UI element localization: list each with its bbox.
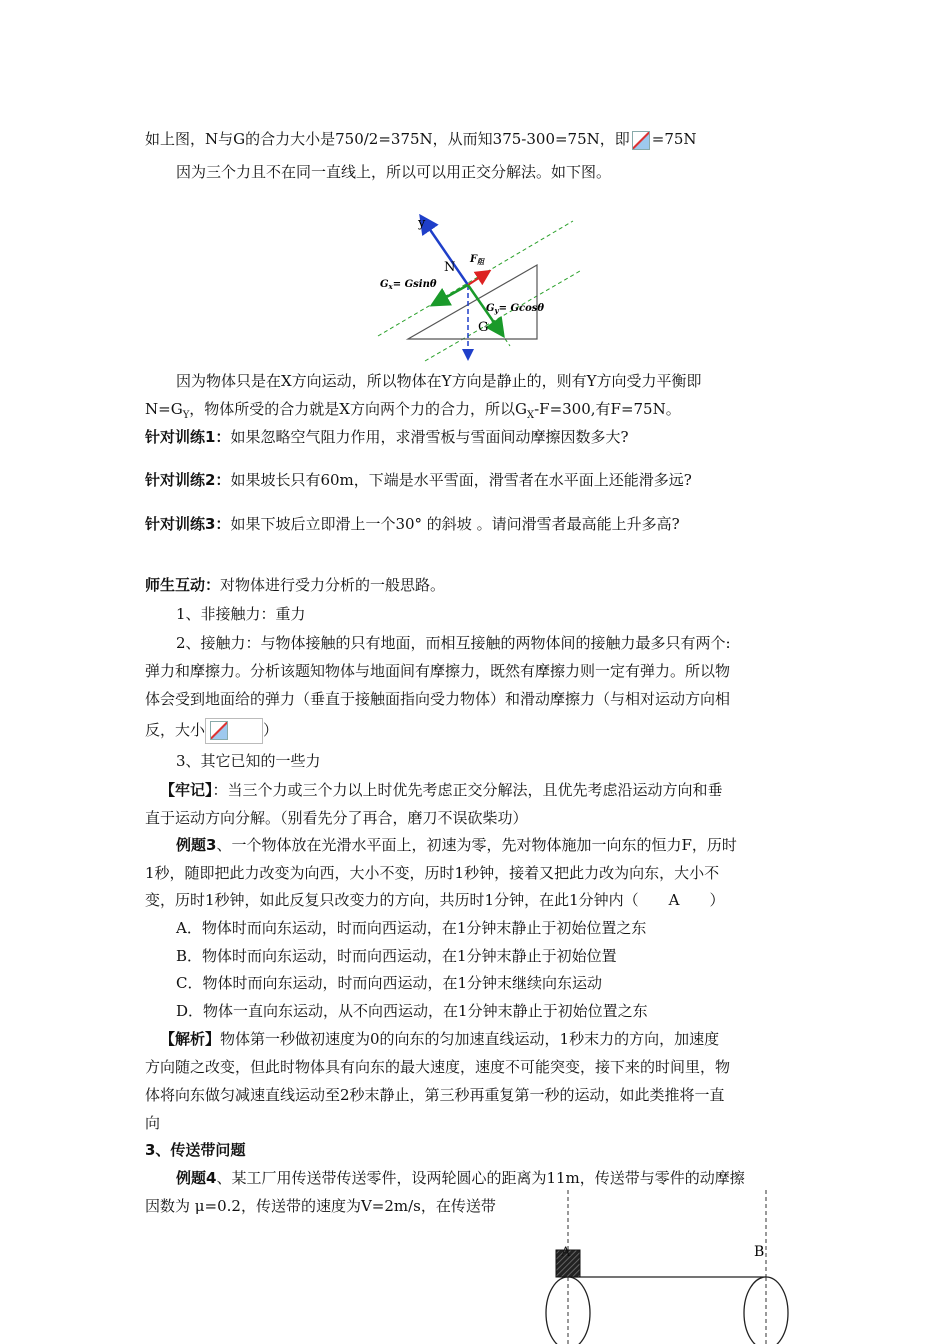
paragraph-resultant: 如上图，N与G的合力大小是750/2=375N，从而知375-300=75N，即 =75N <box>145 130 697 148</box>
formula-placeholder <box>205 718 263 744</box>
remember-line2: 直于运动方向分解。（别看先分了再合，磨刀不误砍柴功） <box>145 809 528 827</box>
item-contact-line4: 反，大小 ） <box>145 718 278 744</box>
example4-line1: 例题4、某工厂用传送带传送零件，设两轮圆心的距离为11m，传送带与零件的动摩擦 <box>176 1169 745 1187</box>
interaction-heading: 师生互动：对物体进行受力分析的一般思路。 <box>145 576 446 594</box>
answer: A <box>668 891 680 909</box>
training-2: 针对训练2：如果坡长只有60m，下端是水平雪面，滑雪者在水平面上还能滑多远? <box>145 471 692 489</box>
paragraph-resultant-x: $N=G_Y$，物体所受的合力就是X方向两个力的合力，所以$G_X-F=300$,有F=75N。 <box>145 400 681 421</box>
friction-label: $F_阻$ <box>470 254 485 266</box>
training-1: 针对训练1：如果忽略空气阻力作用，求滑雪板与雪面间动摩擦因数多大? <box>145 428 629 446</box>
g-label: G <box>478 320 489 335</box>
item-non-contact: 1、非接触力：重力 <box>176 605 306 623</box>
label-a: A <box>561 1245 571 1260</box>
option-c: C．物体时而向东运动，时而向西运动，在1分钟末继续向东运动 <box>176 974 603 992</box>
option-d: D．物体一直向东运动，从不向西运动，在1分钟末静止于初始位置之东 <box>176 1002 648 1020</box>
remember-line1: 【牢记】：当三个力或三个力以上时优先考虑正交分解法，且优先考虑沿运动方向和垂 <box>160 781 723 799</box>
item-other-forces: 3、其它已知的一些力 <box>176 752 321 770</box>
label-b: B <box>754 1244 765 1260</box>
paragraph-y-balance: 因为物体只是在X方向运动，所以物体在Y方向是静止的，则有Y方向受力平衡即 <box>176 372 702 390</box>
item-contact-line1: 2、接触力：与物体接触的只有地面，而相互接触的两物体间的接触力最多只有两个: <box>176 634 731 652</box>
training-3: 针对训练3：如果下坡后立即滑上一个30° 的斜坡 。请问滑雪者最高能上升多高? <box>145 515 680 533</box>
item-contact-line3: 体会受到地面给的弹力（垂直于接触面指向受力物体）和滑动摩擦力（与相对运动方向相 <box>145 690 731 708</box>
example3-line1: 例题3、一个物体放在光滑水平面上，初速为零，先对物体施加一向东的恒力F，历时 <box>176 836 737 854</box>
analysis-line3: 体将向东做匀减速直线运动至2秒末静止，第三秒再重复第一秒的运动，如此类推将一直 <box>145 1086 725 1104</box>
section-heading-conveyor: 3、传送带问题 <box>145 1141 246 1159</box>
example3-line2: 1秒，随即把此力改变为向西，大小不变，历时1秒钟，接着又把此力改为向东，大小不 <box>145 864 720 882</box>
n-label: N <box>444 260 456 275</box>
paragraph-method: 因为三个力且不在同一直线上，所以可以用正交分解法。如下图。 <box>176 163 612 181</box>
option-a: A．物体时而向东运动，时而向西运动，在1分钟末静止于初始位置之东 <box>176 919 647 937</box>
broken-image-icon <box>632 131 650 150</box>
gx-arrow <box>434 285 468 304</box>
analysis-line2: 方向随之改变，但此时物体具有向东的最大速度，速度不可能突变，接下来的时间里，物 <box>145 1058 731 1076</box>
item-contact-line2: 弹力和摩擦力。分析该题知物体与地面间有摩擦力，既然有摩擦力则一定有弹力。所以物 <box>145 662 731 680</box>
analysis-line1: 【解析】物体第一秒做初速度为0的向东的匀加速直线运动，1秒末力的方向，加速度 <box>160 1030 720 1048</box>
broken-image-icon <box>210 721 228 740</box>
gx-label: $G_x= Gsin\theta$ <box>380 279 437 291</box>
example4-line2: 因数为 μ=0.2，传送带的速度为V=2m/s，在传送带 <box>145 1197 496 1215</box>
incline-triangle <box>408 265 537 339</box>
friction-arrow <box>468 272 488 285</box>
option-b: B．物体时而向东运动，时而向西运动，在1分钟末静止于初始位置 <box>176 947 617 965</box>
gy-label: $G_y= Gcos\theta$ <box>486 303 545 315</box>
example3-line3: 变，历时1秒钟，如此反复只改变力的方向，共历时1分钟，在此1分钟内（ A ） <box>145 891 725 909</box>
y-axis-label: y <box>418 216 426 231</box>
force-decomposition-diagram <box>370 196 590 366</box>
conveyor-belt-diagram <box>540 1190 800 1344</box>
analysis-line4: 向 <box>145 1114 161 1132</box>
